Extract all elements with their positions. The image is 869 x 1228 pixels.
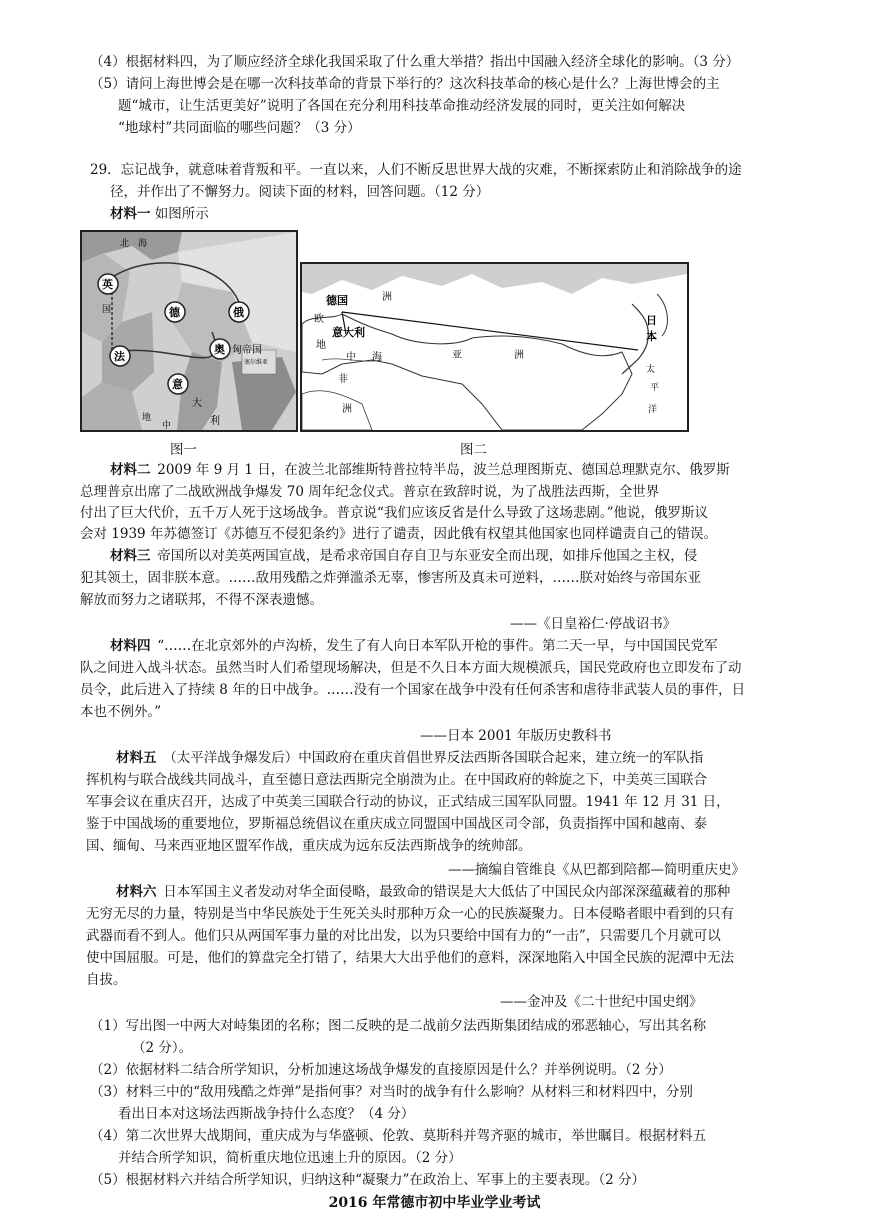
q29-sub2: （2）依据材料二结合所学知识，分析加速这场战争爆发的直接原因是什么？并举例说明。（2 分） xyxy=(90,1062,672,1078)
fig2-label-italy: 意大利 xyxy=(332,326,365,339)
q28-sub4: （4）根据材料四，为了顺应经济全球化我国采取了什么重大举措？指出中国融入经济全球化的影响。（3 分） xyxy=(90,54,740,70)
material5-line5: 国、缅甸、马来西亚地区盟军作战，重庆成为远东反法西斯战争的统帅部。 xyxy=(86,838,532,854)
exam-title: 2016 年常德市初中毕业学业考试 xyxy=(328,1195,541,1211)
material5-line4: 鉴于中国战场的重要地位，罗斯福总统倡议在重庆成立同盟国中国战区司令部，负责指挥中国和越南、泰 xyxy=(86,816,707,832)
fig1-label-germany: 德 xyxy=(169,306,180,319)
fig2-label-ya: 亚 xyxy=(452,350,462,361)
q29-sub4-line1: （4）第二次世界大战期间，重庆成为与华盛顿、伦敦、莫斯科并驾齐驱的城市，举世瞩目。根据材料五 xyxy=(90,1128,707,1144)
figure1-map xyxy=(80,230,298,432)
q29-sub4-line2: 并结合所学知识，简析重庆地位迅速上升的原因。（2 分） xyxy=(118,1150,462,1166)
fig1-label-north-sea: 北 海 xyxy=(120,239,148,249)
fig1-label-russia: 俄 xyxy=(233,306,244,319)
fig2-label-di: 地 xyxy=(316,340,326,351)
material3-line3: 解放而努力之诸联邦，不得不深表遗憾。 xyxy=(80,592,323,608)
fig1-label-empire: 匈帝国 xyxy=(232,345,262,356)
material2-line4: 会对 1939 年苏德签订《苏德互不侵犯条约》进行了谴责，因此俄有权望其他国家也同样谴责自己的错误。 xyxy=(80,526,717,542)
fig2-label-zhou-top: 洲 xyxy=(382,292,392,303)
fig2-label-fei: 非 xyxy=(338,374,348,385)
q29-sub3-line1: （3）材料三中的“敌用残酷之炸弹”是指何事？对当时的战争有什么影响？从材料三和材料四中，分别 xyxy=(90,1084,693,1100)
fig1-label-italy: 意 xyxy=(172,378,183,391)
fig1-label-balkan: 塞尔维亚 xyxy=(244,359,269,366)
q28-sub5-line1: （5）请问上海世博会是在哪一次科技革命的背景下举行的？这次科技革命的核心是什么？上海世博会的主 xyxy=(90,76,720,92)
material4-line3: 员令，此后进入了持续 8 年的日中战争。……没有一个国家在战争中没有任何杀害和虐待非武装人员的事件，日 xyxy=(80,682,746,698)
fig1-label-france: 法 xyxy=(114,350,125,363)
figure1-map-graphic xyxy=(82,232,296,430)
figure2-map-graphic xyxy=(302,264,687,430)
q29-sub1-line2: （2 分）。 xyxy=(132,1040,193,1056)
material4-line2: 队之间进入战斗状态。虽然当时人们希望现场解决，但是不久日本方面大规模派兵，国民党政府也立即发布了动 xyxy=(80,660,742,676)
q29-sub3-line2: 看出日本对这场法西斯战争持什么态度？（4 分） xyxy=(118,1106,415,1122)
material2-line1 xyxy=(110,460,730,480)
material5-source: ——摘编自管维良《从巴都到陪都—简明重庆史》 xyxy=(448,862,745,878)
material4-label: 材料四 xyxy=(110,638,151,654)
material6-line5: 自拔。 xyxy=(86,972,127,988)
material1-text: 如图所示 xyxy=(154,206,209,222)
material5-text1: （太平洋战争爆发后）中国政府在重庆首倡世界反法西斯各国联合起来，建立统一的军队指 xyxy=(163,750,704,766)
figure1-caption: 图一 xyxy=(170,442,197,458)
material6-text1: 日本军国主义者发动对华全面侵略，最致命的错误是大大低估了中国民众内部深深蕴藏着的那种 xyxy=(163,884,731,900)
fig2-label-tai: 太 xyxy=(646,365,656,375)
material4-text1: “……在北京郊外的卢沟桥，发生了有人向日本军队开枪的事件。第二天一早，与中国国民党军 xyxy=(157,638,718,654)
fig1-label-da: 大 xyxy=(192,398,202,409)
fig1-label-li: 利 xyxy=(210,416,220,427)
fig2-label-europe: 欧 xyxy=(314,314,324,325)
material6-line1 xyxy=(116,882,730,902)
q29-sub5: （5）根据材料六并结合所学知识，归纳这种“凝聚力”在政治上、军事上的主要表现。（2 分） xyxy=(90,1172,646,1188)
figure2-map xyxy=(300,262,689,432)
fig1-label-britain: 英 xyxy=(102,278,113,291)
fig1-label-zhong: 中 xyxy=(162,421,172,430)
material6-line4: 使中国屈服。可是，他们的算盘完全打错了，结果大大出乎他们的意料，深深地陷入中国全民族的泥潭中无法 xyxy=(86,950,734,966)
material4-line4: 本也不例外。” xyxy=(80,704,162,720)
material5-line2: 挥机构与联合战线共同战斗，直至德日意法西斯完全崩溃为止。在中国政府的斡旋之下，中美英三国联合 xyxy=(86,772,707,788)
material6-line2: 无穷无尽的力量，特别是当中华民族处于生死关头时那种万众一心的民族凝聚力。日本侵略者眼中看到的只有 xyxy=(86,906,734,922)
fig2-label-ri: 日 xyxy=(646,314,657,327)
material1-label: 材料一 xyxy=(110,206,151,222)
fig2-label-germany: 德国 xyxy=(326,294,348,307)
material6-line3: 武器而看不到人。他们只从两国军事力量的对比出发，以为只要给中国有力的“一击”，只需要几个月就可以 xyxy=(86,928,721,944)
fig2-label-hai: 海 xyxy=(372,352,382,363)
material6-label: 材料六 xyxy=(116,884,157,900)
fig2-label-yang: 洋 xyxy=(648,405,658,415)
material6-source: ——金冲及《二十世纪中国史纲》 xyxy=(500,994,703,1010)
fig1-label-di: 地 xyxy=(142,413,152,423)
material3-source: ——《日皇裕仁·停战诏书》 xyxy=(510,616,677,632)
fig2-label-ben: 本 xyxy=(646,330,657,343)
material3-line1 xyxy=(110,546,697,566)
q29-intro-line1: 29．忘记战争，就意味着背叛和平。一直以来，人们不断反思世界大战的灾难，不断探索防止和消除战争的途 xyxy=(90,162,742,178)
fig2-label-zhong: 中 xyxy=(346,352,356,363)
material5-label: 材料五 xyxy=(116,750,157,766)
material3-text1: 帝国所以对美英两国宣战，是希求帝国自存自卫与东亚安全而出现，如排斥他国之主权，侵 xyxy=(157,548,698,564)
material5-line3: 军事会议在重庆召开，达成了中英美三国联合行动的协议，正式结成三国军队同盟。1941 年 12 月 31 日， xyxy=(86,794,730,810)
fig2-label-ping: 平 xyxy=(650,383,660,393)
material4-line1 xyxy=(110,636,718,656)
q28-sub5-line2: 题“城市，让生活更美好”说明了各国在充分利用科技革命推动经济发展的同时，更关注如何解决 xyxy=(118,98,686,114)
material5-line1 xyxy=(116,748,703,768)
material2-label: 材料二 xyxy=(110,462,151,478)
q29-sub1-line1: （1）写出图一中两大对峙集团的名称；图二反映的是二战前夕法西斯集团结成的邪恶轴心，写出其名称 xyxy=(90,1018,707,1034)
q28-sub5-line3: “地球村”共同面临的哪些问题？（3 分） xyxy=(118,120,361,136)
material4-source: ——日本 2001 年版历史教科书 xyxy=(420,728,612,744)
fig1-label-austria: 奥 xyxy=(214,343,225,356)
fig1-label-guo: 国 xyxy=(102,305,112,315)
q29-intro-line2: 径，并作出了不懈努力。阅读下面的材料，回答问题。（12 分） xyxy=(110,184,490,200)
material2-text1: 2009 年 9 月 1 日，在波兰北部维斯特普拉特半岛，波兰总理图斯克、德国总理默克尔、俄罗斯 xyxy=(157,462,730,478)
material1-heading xyxy=(110,204,209,224)
material3-label: 材料三 xyxy=(110,548,151,564)
fig2-label-zhou-bot: 洲 xyxy=(342,404,352,415)
material2-line2: 总理普京出席了二战欧洲战争爆发 70 周年纪念仪式。普京在致辞时说，为了战胜法西斯，全世界 xyxy=(80,484,660,500)
fig2-label-zhou-mid: 洲 xyxy=(514,350,524,361)
material2-line3: 付出了巨大代价，五千万人死于这场战争。普京说“我们应该反省是什么导致了这场悲剧。”他说，俄罗斯议 xyxy=(80,505,709,521)
figure2-caption: 图二 xyxy=(460,442,487,458)
material3-line2: 犯其领土，固非朕本意。……敌用残酷之炸弹滥杀无辜，惨害所及真未可逆料，……朕对始终与帝国东亚 xyxy=(80,570,701,586)
